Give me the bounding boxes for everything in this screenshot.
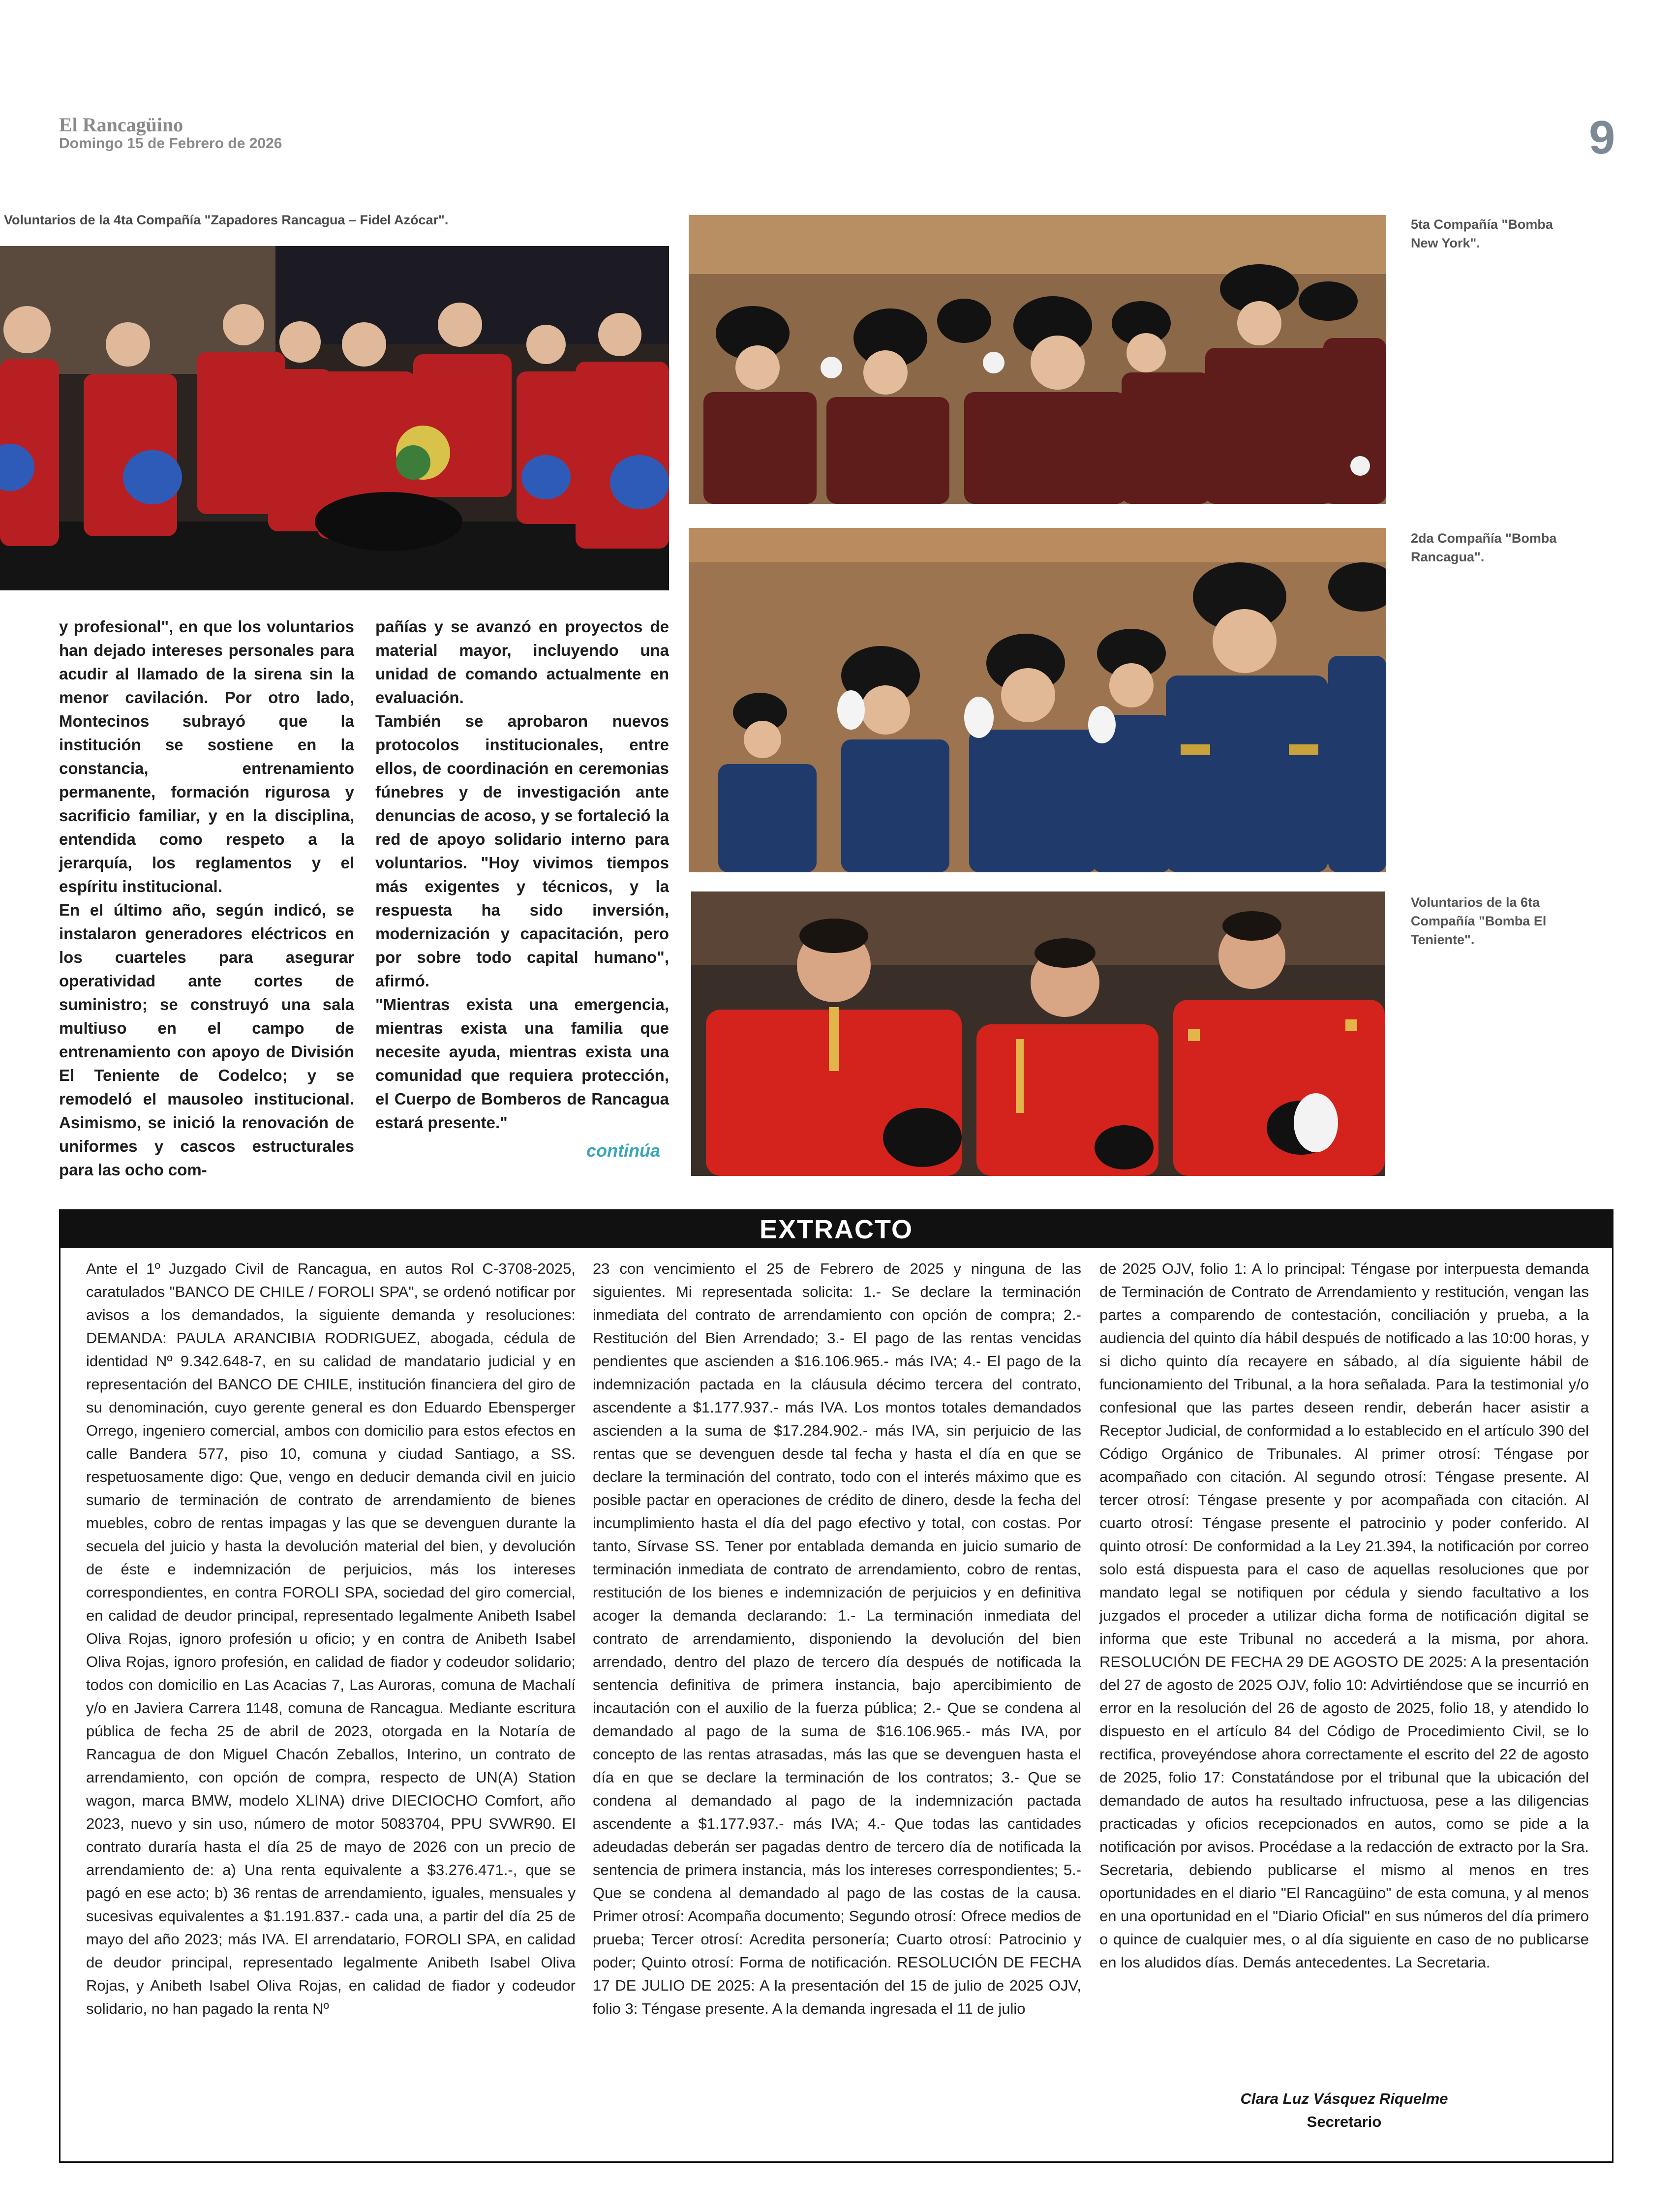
extracto-title: EXTRACTO	[61, 1211, 1612, 1248]
article-paragraph: En el último año, según indicó, se instalaron generadores eléctricos en los cuarteles para asegurar operatividad ante cortes de suministro; se construyó una sala multiuso en el campo de entrenamiento con apoyo de División El Teniente de Codelco; y se remodeló el mausoleo institucional. Asimismo, se inició la renovación de uniformes y cascos estructurales para las ocho com-	[59, 901, 354, 1179]
article-column-2	[375, 615, 669, 1135]
photo-caption-4ta: Voluntarios de la 4ta Compañía "Zapadores Rancagua – Fidel Azócar".	[4, 213, 449, 227]
photo-6ta-compania	[691, 891, 1385, 1176]
page-number: 9	[1589, 111, 1615, 164]
extracto-column-1: Ante el 1º Juzgado Civil de Rancagua, en autos Rol C-3708-2025, caratulados "BANCO DE CHILE / FOROLI SPA", se ordenó notificar por avisos a los demandados, la siguiente demanda y resoluciones: DEMANDA: PAULA ARANCIBIA RODRIGUEZ, abogada, cédula de identidad Nº 9.342.648-7, en su calidad de mandatario judicial y en representación del BANCO DE CHILE, institución financiera del giro de su denominación, cuyo gerente general es don Eduardo Ebensperger Orrego, ingeniero comercial, ambos con domicilio para estos efectos en calle Bandera 577, piso 10, comuna y ciudad Santiago, a SS. respetuosamente digo: Que, vengo en deducir demanda civil en juicio sumario de terminación de contrato de arrendamiento de bienes muebles, cobro de rentas impagas y las que se devenguen durante la secuela del juicio y hasta la devolución material del bien, y devolución de éste e indemnización de perjuicios, más los intereses correspondientes, en contra FOROLI SPA, sociedad del giro comercial, en calidad de deudor principal, representado legalmente Anibeth Isabel Oliva Rojas, ignoro profesión u oficio; y en contra de Anibeth Isabel Oliva Rojas, ignoro profesión, en calidad de fiador y codeudor solidario; todos con domicilio en Las Acacias 7, Las Auroras, comuna de Machalí y/o en Javiera Carrera 1148, comuna de Rancagua. Mediante escritura pública de fecha 25 de abril de 2023, otorgada en la Notaría de Rancagua de don Miguel Chacón Zeballos, Interino, un contrato de arrendamiento, con opción de compra, respecto de UN(A) Station wagon, marca BMW, modelo XLINA) drive DIECIOCHO Comfort, año 2023, nuevo y sin uso, número de motor 5083704, PPU SVWR90. El contrato duraría hasta el día 25 de mayo de 2026 con un precio de arrendamiento de: a) Una renta equivalente a $3.276.471.-, que se pagó en ese acto; b) 36 rentas de arrendamiento, iguales, mensuales y sucesivas equivalentes a $1.191.837.- cada una, a partir del día 25 de mayo del año 2023; más IVA. El arrendatario, FOROLI SPA, en calidad de deudor principal, representado legalmente Anibeth Isabel Oliva Rojas, y Anibeth Isabel Oliva Rojas, en calidad de fiador y codeudor solidario, no han pagado la renta Nº	[86, 1260, 576, 2017]
photo-2da-compania	[689, 528, 1386, 872]
article-paragraph: pañías y se avanzó en proyectos de material mayor, incluyendo una unidad de comando actualmente en evaluación.	[375, 617, 669, 707]
extracto-column-3: de 2025 OJV, folio 1: A lo principal: Téngase por interpuesta demanda de Terminación de Contrato de Arrendamiento y restitución, vengan las partes a comparendo de contestación, conciliación y prueba, a la audiencia del quinto día hábil después de notificado a las 10:00 horas, y si dicho quinto día recayere en sábado, al día siguiente hábil de funcionamiento del Tribunal, a la hora señalada. Para la testimonial y/o confesional que las partes deseen rendir, deberán hacer asistir a Receptor Judicial, de conformidad a lo establecido en el artículo 390 del Código Orgánico de Tribunales. Al primer otrosí: Téngase por acompañado con citación. Al segundo otrosí: Téngase presente. Al tercer otrosí: Téngase presente y por acompañada con citación. Al cuarto otrosí: Téngase presente el patrocinio y poder conferido. Al quinto otrosí: De conformidad a la Ley 21.394, la notificación por correo solo está dispuesta para el caso de aquellas resoluciones que por mandato legal se notifiquen por cédula y siendo facultativo a los juzgados el proceder a utilizar dicha forma de notificación digital se informa que este Tribunal no accederá a la misma, por ahora. RESOLUCIÓN DE FECHA 29 DE AGOSTO DE 2025: A la presentación del 27 de agosto de 2025 OJV, folio 10: Advirtiéndose que se incurrió en error en la resolución del 26 de agosto de 2025, folio 18, y atendido lo dispuesto en el artículo 84 del Código de Procedimiento Civil, se lo rectifica, proveyéndose ahora correctamente el escrito del 22 de agosto de 2025, folio 17: Constatándose por el tribunal que la ubicación del demandado de autos ha resultado infructuosa, pese a las diligencias practicadas y oficios recepcionados en autos, como se pide a la notificación por avisos. Procédase a la redacción de extracto por la Sra. Secretaria, debiendo publicarse el mismo al menos en tres oportunidades en el diario "El Rancagüino" de esta comuna, y al menos en una oportunidad en el "Diario Oficial" en sus números del día primero o quince de cualquier mes, o al día siguiente en caso de no publicarse en los aludidos días. Demás antecedentes. La Secretaria.	[1099, 1260, 1589, 1971]
photo-4ta-compania	[0, 246, 669, 590]
photo-5ta-compania	[689, 215, 1386, 504]
photo-caption-5ta: 5ta Compañía "Bomba New York".	[1411, 217, 1553, 250]
extracto-column-2: 23 con vencimiento el 25 de Febrero de 2025 y ninguna de las siguientes. Mi representada solicita: 1.- Se declare la terminación inmediata del contrato de arrendamiento con opción de compra; 2.- Restitución del Bien Arrendado; 3.- El pago de las rentas vencidas pendientes que ascienden a $16.106.965.- más IVA; 4.- El pago de la indemnización pactada en la cláusula décimo tercera del contrato, ascendente a $1.177.937.- más IVA. Los montos totales demandados ascienden a la suma de $17.284.902.- más IVA, sin perjuicio de las rentas que se devenguen desde tal fecha y hasta el día en que se declare la terminación del contrato, todo con el interés máximo que es posible pactar en operaciones de crédito de dinero, desde la fecha del incumplimiento hasta el día del pago efectivo y total, con costas. Por tanto, Sírvase SS. Tener por entablada demanda en juicio sumario de terminación inmediata de contrato de arrendamiento, cobro de rentas, restitución de los bienes e indemnización de perjuicios y en definitiva acoger la demanda declarando: 1.- La terminación inmediata del contrato de arrendamiento, disponiendo la devolución del bien arrendado, dentro del plazo de tercero día después de notificada la sentencia definitiva de primera instancia, bajo apercibimiento de incautación con el auxilio de la fuerza pública; 2.- Que se condena al demandado al pago de la suma de $16.106.965.- más IVA, por concepto de las rentas atrasadas, más las que se devenguen hasta el día en que se declare la terminación de los contratos; 3.- Que se condena al demandado al pago de la indemnización pactada ascendente a $1.177.937.- más IVA; 4.- Que todas las cantidades adeudadas deberán ser pagadas dentro de tercero día de notificada la sentencia de primera instancia, más los intereses correspondientes; 5.- Que se condena al demandado al pago de las costas de la causa. Primer otrosí: Acompaña documento; Segundo otrosí: Ofrece medios de prueba; Tercer otrosí: Acredita personería; Cuarto otrosí: Patrocinio y poder; Quinto otrosí: Forma de notificación. RESOLUCIÓN DE FECHA 17 DE JULIO DE 2025: A la presentación del 15 de julio de 2025 OJV, folio 3: Téngase presente. A la demanda ingresada el 11 de julio	[593, 1260, 1081, 2017]
signature-role: Secretario	[1307, 2113, 1382, 2130]
article-paragraph: y profesional", en que los voluntarios han dejado intereses personales para acudir al llamado de la sirena sin la menor cavilación. Por otro lado, Montecinos subrayó que la institución se sostiene en la constancia, entrenamiento permanente, formación rigurosa y sacrificio familiar, y en la disciplina, entendida como respeto a la jerarquía, los reglamentos y el espíritu institucional.	[59, 617, 354, 895]
article-quote: "Mientras exista una emergencia, mientras exista una familia que necesite ayuda, mientras exista una comunidad que requiera protección, el Cuerpo de Bomberos de Rancagua estará presente."	[375, 995, 669, 1132]
photo-caption-2da: 2da Compañía "Bomba Rancagua".	[1411, 531, 1557, 564]
article-paragraph: También se aprobaron nuevos protocolos institucionales, entre ellos, de coordinación en ceremonias fúnebres y de investigación ante denuncias de acoso, y se fortaleció la red de apoyo solidario interno para voluntarios. "Hoy vivimos tiempos más exigentes y técnicos, y la respuesta ha sido inversión, modernización y capacitación, pero por sobre todo capital humano", afirmó.	[375, 712, 669, 990]
issue-date: Domingo 15 de Febrero de 2026	[59, 135, 282, 152]
continues-link: continúa	[586, 1140, 660, 1161]
masthead: El Rancagüino	[59, 114, 183, 136]
photo-caption-6ta: Voluntarios de la 6ta Compañía "Bomba El Teniente".	[1411, 895, 1547, 947]
article-column-1	[59, 615, 354, 1182]
signature-name: Clara Luz Vásquez Riquelme	[1240, 2090, 1448, 2107]
